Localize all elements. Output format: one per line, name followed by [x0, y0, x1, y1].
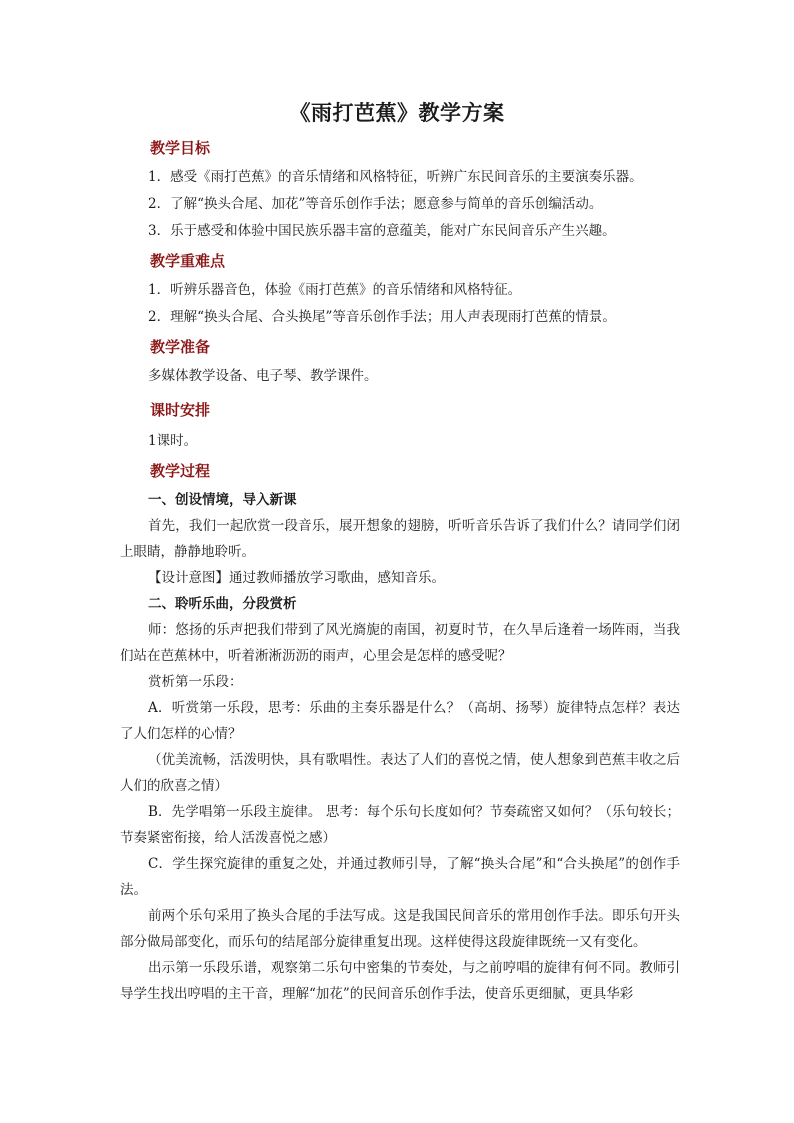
section-heading-preparation: 教学准备: [150, 338, 211, 356]
document-body: [120, 136, 680, 1007]
process-part2-paragraph-1: 师：悠扬的乐声把我们带到了风光旖旎的南国，初夏时节，在久旱后逢着一场阵雨，当我们站在芭蕉林中，听着淅淅沥沥的雨声，心里会是怎样的感受呢？: [120, 622, 680, 664]
process-part2-paragraph-2: 赏析第一乐段：: [148, 674, 243, 690]
process-part1-paragraph-2: 【设计意图】通过教师播放学习歌曲，感知音乐。: [148, 570, 445, 586]
process-part1-paragraph-1: 首先，我们一起欣赏一段音乐，展开想象的翅膀，听听音乐告诉了我们什么？请同学们闭上眼睛，静静地聆听。: [120, 518, 680, 560]
goal-item-3: 3．乐于感受和体验中国民族乐器丰富的意蕴美，能对广东民间音乐产生兴趣。: [148, 223, 616, 239]
goal-item-1: 1．感受《雨打芭蕉》的音乐情绪和风格特征，听辨广东民间音乐的主要演奏乐器。: [148, 169, 643, 185]
preparation-text: 多媒体教学设备、电子琴、教学课件。: [148, 368, 378, 384]
document-title: 《雨打芭蕉》教学方案: [289, 100, 505, 125]
section-heading-goals: 教学目标: [150, 139, 211, 157]
process-part1-title: 一、创设情境，导入新课: [148, 492, 297, 508]
schedule-text: 1课时。: [148, 433, 198, 449]
process-part2-paragraph-8: 出示第一乐段乐谱，观察第二乐句中密集的节奏处，与之前哼唱的旋律有何不同。教师引导学生找出哼唱的主干音，理解“加花”的民间音乐创作手法，使音乐更细腻，更具华彩: [120, 960, 680, 1002]
section-heading-key-points: 教学重难点: [150, 252, 226, 270]
process-part2-paragraph-7: 前两个乐句采用了换头合尾的手法写成。这是我国民间音乐的常用创作手法。即乐句开头部分做局部变化，而乐句的结尾部分旋律重复出现。这样使得这段旋律既统一又有变化。: [120, 908, 680, 950]
process-part2-paragraph-3: A．听赏第一乐段，思考：乐曲的主奏乐器是什么？（高胡、扬琴）旋律特点怎样？表达了人们怎样的心情？: [120, 700, 680, 742]
process-part2-paragraph-5: B．先学唱第一乐段主旋律。 思考：每个乐句长度如何？节奏疏密又如何？（乐句较长；节奏紧密衔接，给人活泼喜悦之感）: [120, 804, 680, 846]
key-point-item-1: 1．听辨乐器音色，体验《雨打芭蕉》的音乐情绪和风格特征。: [148, 282, 522, 298]
section-heading-process: 教学过程: [150, 462, 211, 480]
section-heading-schedule: 课时安排: [150, 401, 211, 419]
process-part2-paragraph-6: C．学生探究旋律的重复之处，并通过教师引导，了解“换头合尾”和“合头换尾”的创作手法。: [120, 856, 680, 898]
goal-item-2: 2．了解“换头合尾、加花”等音乐创作手法；愿意参与简单的音乐创编活动。: [148, 196, 603, 212]
process-part2-paragraph-4: （优美流畅，活泼明快，具有歌唱性。表达了人们的喜悦之情，使人想象到芭蕉丰收之后人们的欣喜之情）: [120, 752, 680, 794]
process-part2-title: 二、聆听乐曲，分段赏析: [148, 596, 297, 612]
key-point-item-2: 2．理解“换头合尾、合头换尾”等音乐创作手法；用人声表现雨打芭蕉的情景。: [148, 309, 616, 325]
